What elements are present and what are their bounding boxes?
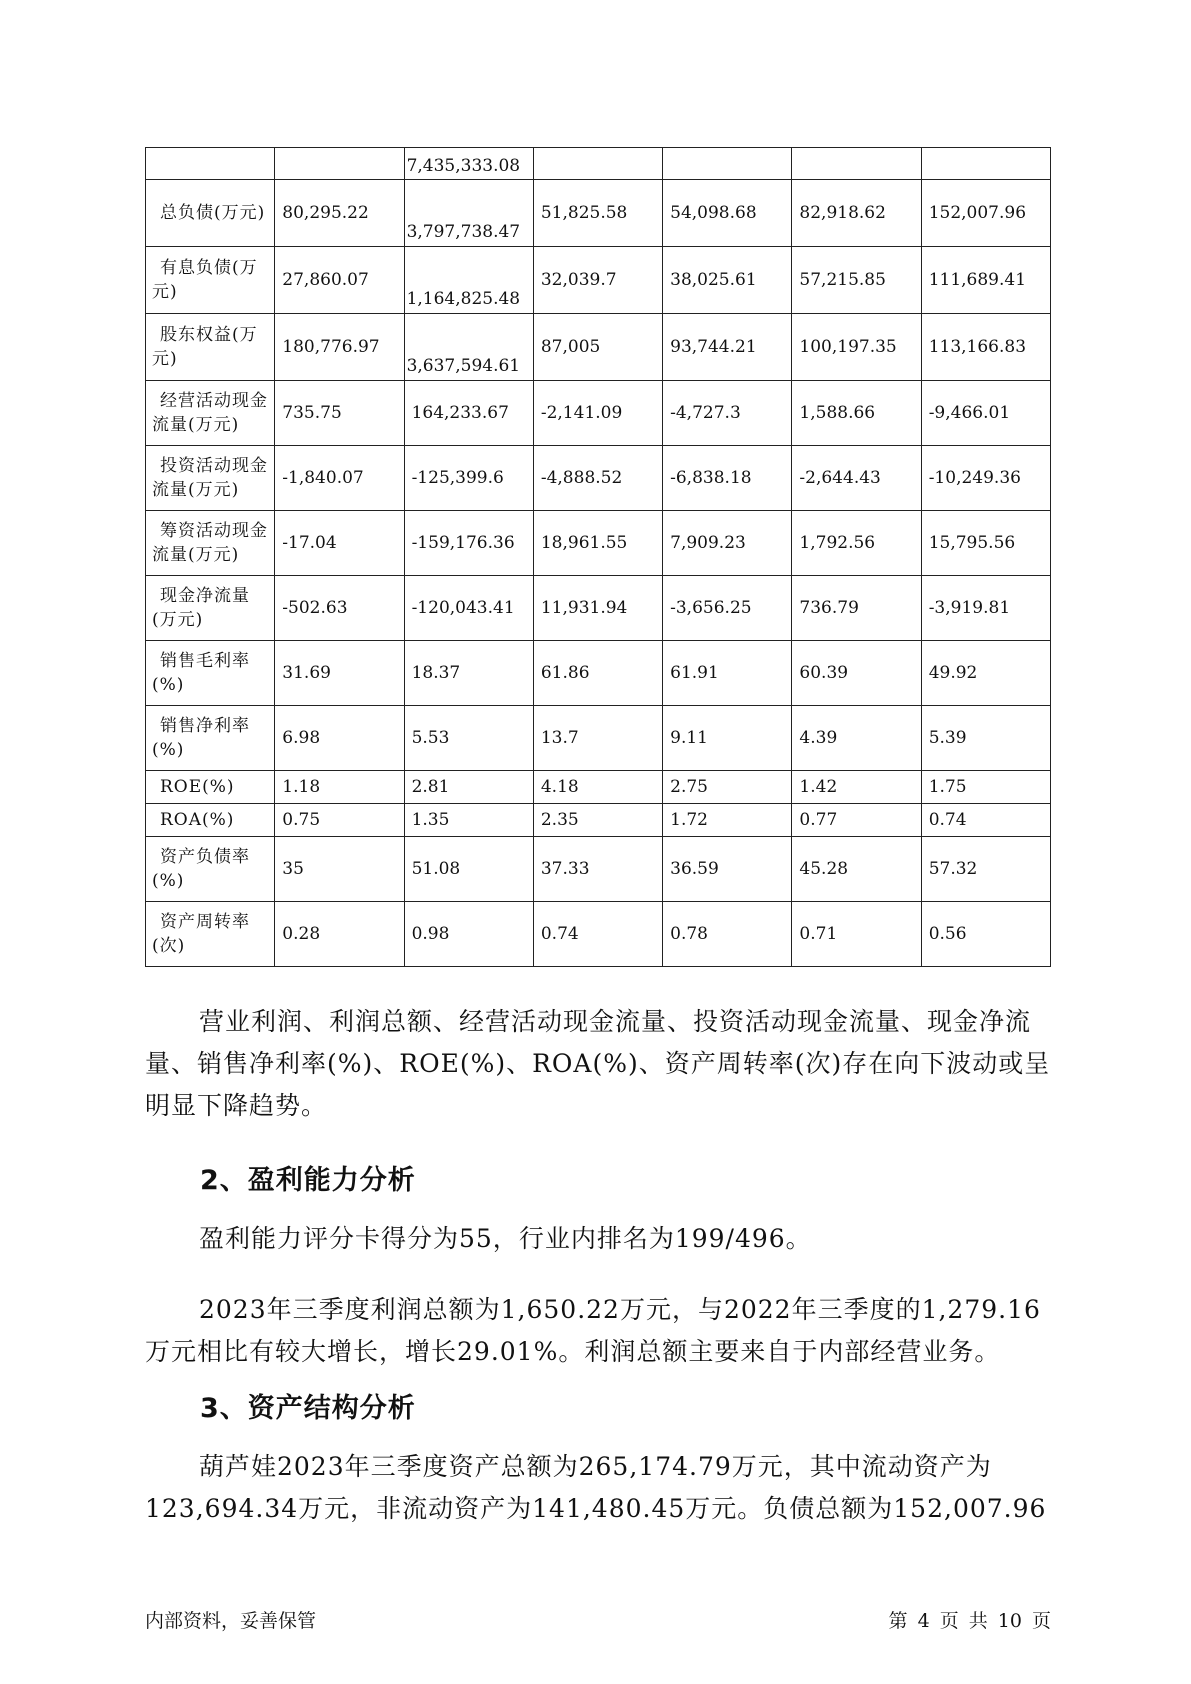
- table-cell: 35: [275, 837, 404, 902]
- table-cell: 2.75: [663, 771, 792, 804]
- table-cell: 736.79: [792, 576, 921, 641]
- table-cell: 61.86: [533, 641, 662, 706]
- table-cell: 7,909.23: [663, 511, 792, 576]
- table-cell: 152,007.96: [921, 180, 1050, 247]
- table-row: [146, 641, 1051, 706]
- table-cell: 4.18: [533, 771, 662, 804]
- table-cell: 3,637,594.61: [404, 314, 533, 381]
- table-cell: 32,039.7: [533, 247, 662, 314]
- table-cell: -3,656.25: [663, 576, 792, 641]
- row-label: 有息负债(万元): [146, 247, 275, 314]
- table-cell: 0.75: [275, 804, 404, 837]
- table-cell: 18,961.55: [533, 511, 662, 576]
- table-row: [146, 314, 1051, 381]
- table-cell: 57,215.85: [792, 247, 921, 314]
- table-cell: -9,466.01: [921, 381, 1050, 446]
- table-cell: 0.28: [275, 902, 404, 967]
- financial-table-body: [146, 148, 1051, 967]
- table-cell: 4.39: [792, 706, 921, 771]
- table-cell: 54,098.68: [663, 180, 792, 247]
- table-cell: -10,249.36: [921, 446, 1050, 511]
- table-row: [146, 381, 1051, 446]
- table-cell: 49.92: [921, 641, 1050, 706]
- table-cell: 0.71: [792, 902, 921, 967]
- table-cell: 2.81: [404, 771, 533, 804]
- table-cell: 9.11: [663, 706, 792, 771]
- table-cell: [792, 148, 921, 180]
- profit-score-paragraph: 盈利能力评分卡得分为55，行业内排名为199/496。: [199, 1224, 812, 1253]
- table-cell: 0.74: [921, 804, 1050, 837]
- table-cell: -2,644.43: [792, 446, 921, 511]
- table-cell: 1.72: [663, 804, 792, 837]
- table-cell: 1.35: [404, 804, 533, 837]
- table-cell: -125,399.6: [404, 446, 533, 511]
- row-label: 现金净流量(万元): [146, 576, 275, 641]
- row-label: 筹资活动现金流量(万元): [146, 511, 275, 576]
- table-cell: -2,141.09: [533, 381, 662, 446]
- table-row: [146, 180, 1051, 247]
- table-cell: 27,860.07: [275, 247, 404, 314]
- profit-detail-paragraph: 2023年三季度利润总额为1,650.22万元，与2022年三季度的1,279.16万元相比有较大增长，增长29.01%。利润总额主要来自于内部经营业务。: [145, 1295, 1041, 1366]
- table-cell: -6,838.18: [663, 446, 792, 511]
- table-row: [146, 902, 1051, 967]
- table-row: [146, 148, 1051, 180]
- row-label: [146, 148, 275, 180]
- financial-table: [145, 147, 1051, 967]
- table-cell: 61.91: [663, 641, 792, 706]
- table-cell: -4,888.52: [533, 446, 662, 511]
- table-cell: 87,005: [533, 314, 662, 381]
- table-row: [146, 511, 1051, 576]
- table-cell: 13.7: [533, 706, 662, 771]
- table-cell: 0.78: [663, 902, 792, 967]
- table-cell: 15,795.56: [921, 511, 1050, 576]
- table-row: [146, 804, 1051, 837]
- table-cell: 0.56: [921, 902, 1050, 967]
- table-cell: -1,840.07: [275, 446, 404, 511]
- table-cell: 735.75: [275, 381, 404, 446]
- table-cell: 31.69: [275, 641, 404, 706]
- heading-profitability: 2、盈利能力分析: [200, 1165, 416, 1196]
- table-cell: 1,164,825.48: [404, 247, 533, 314]
- table-cell: 11,931.94: [533, 576, 662, 641]
- row-label: 销售净利率(%): [146, 706, 275, 771]
- row-label: ROE(%): [146, 771, 275, 804]
- table-cell: 18.37: [404, 641, 533, 706]
- table-cell: 82,918.62: [792, 180, 921, 247]
- table-cell: -159,176.36: [404, 511, 533, 576]
- heading-asset-structure: 3、资产结构分析: [200, 1393, 416, 1424]
- table-row: [146, 837, 1051, 902]
- table-cell: 5.53: [404, 706, 533, 771]
- table-cell: [275, 148, 404, 180]
- table-cell: 51.08: [404, 837, 533, 902]
- table-cell: 7,435,333.08: [404, 148, 533, 180]
- table-cell: 111,689.41: [921, 247, 1050, 314]
- table-row: [146, 446, 1051, 511]
- table-cell: -502.63: [275, 576, 404, 641]
- table-cell: -17.04: [275, 511, 404, 576]
- table-cell: 38,025.61: [663, 247, 792, 314]
- table-cell: 0.98: [404, 902, 533, 967]
- table-cell: 100,197.35: [792, 314, 921, 381]
- table-cell: [663, 148, 792, 180]
- table-cell: 1,588.66: [792, 381, 921, 446]
- table-cell: 164,233.67: [404, 381, 533, 446]
- table-cell: 0.74: [533, 902, 662, 967]
- row-label: 资产负债率(%): [146, 837, 275, 902]
- table-cell: 45.28: [792, 837, 921, 902]
- footer-page-number: 第 4 页 共 10 页: [888, 1610, 1051, 1632]
- table-row: [146, 771, 1051, 804]
- table-cell: 180,776.97: [275, 314, 404, 381]
- table-cell: [921, 148, 1050, 180]
- table-cell: 5.39: [921, 706, 1050, 771]
- row-label: 资产周转率(次): [146, 902, 275, 967]
- table-row: [146, 247, 1051, 314]
- table-cell: 3,797,738.47: [404, 180, 533, 247]
- table-cell: 1,792.56: [792, 511, 921, 576]
- table-cell: 1.75: [921, 771, 1050, 804]
- row-label: 销售毛利率(%): [146, 641, 275, 706]
- table-cell: 60.39: [792, 641, 921, 706]
- trend-paragraph: 营业利润、利润总额、经营活动现金流量、投资活动现金流量、现金净流量、销售净利率(%)、ROE(%)、ROA(%)、资产周转率(次)存在向下波动或呈明显下降趋势。: [145, 1007, 1051, 1120]
- table-cell: 1.18: [275, 771, 404, 804]
- table-cell: 6.98: [275, 706, 404, 771]
- table-cell: 51,825.58: [533, 180, 662, 247]
- table-cell: 1.42: [792, 771, 921, 804]
- table-cell: 0.77: [792, 804, 921, 837]
- row-label: 总负债(万元): [146, 180, 275, 247]
- table-cell: 113,166.83: [921, 314, 1050, 381]
- table-cell: 2.35: [533, 804, 662, 837]
- table-cell: [533, 148, 662, 180]
- table-cell: 37.33: [533, 837, 662, 902]
- table-row: [146, 576, 1051, 641]
- table-cell: -4,727.3: [663, 381, 792, 446]
- asset-detail-paragraph: 葫芦娃2023年三季度资产总额为265,174.79万元，其中流动资产为123,694.34万元，非流动资产为141,480.45万元。负债总额为152,007.96: [145, 1452, 1047, 1523]
- table-cell: 57.32: [921, 837, 1050, 902]
- table-cell: -120,043.41: [404, 576, 533, 641]
- row-label: 经营活动现金流量(万元): [146, 381, 275, 446]
- row-label: ROA(%): [146, 804, 275, 837]
- footer-confidential-note: 内部资料，妥善保管: [145, 1610, 317, 1632]
- row-label: 股东权益(万元): [146, 314, 275, 381]
- table-cell: 93,744.21: [663, 314, 792, 381]
- table-cell: 80,295.22: [275, 180, 404, 247]
- row-label: 投资活动现金流量(万元): [146, 446, 275, 511]
- table-row: [146, 706, 1051, 771]
- table-cell: -3,919.81: [921, 576, 1050, 641]
- table-cell: 36.59: [663, 837, 792, 902]
